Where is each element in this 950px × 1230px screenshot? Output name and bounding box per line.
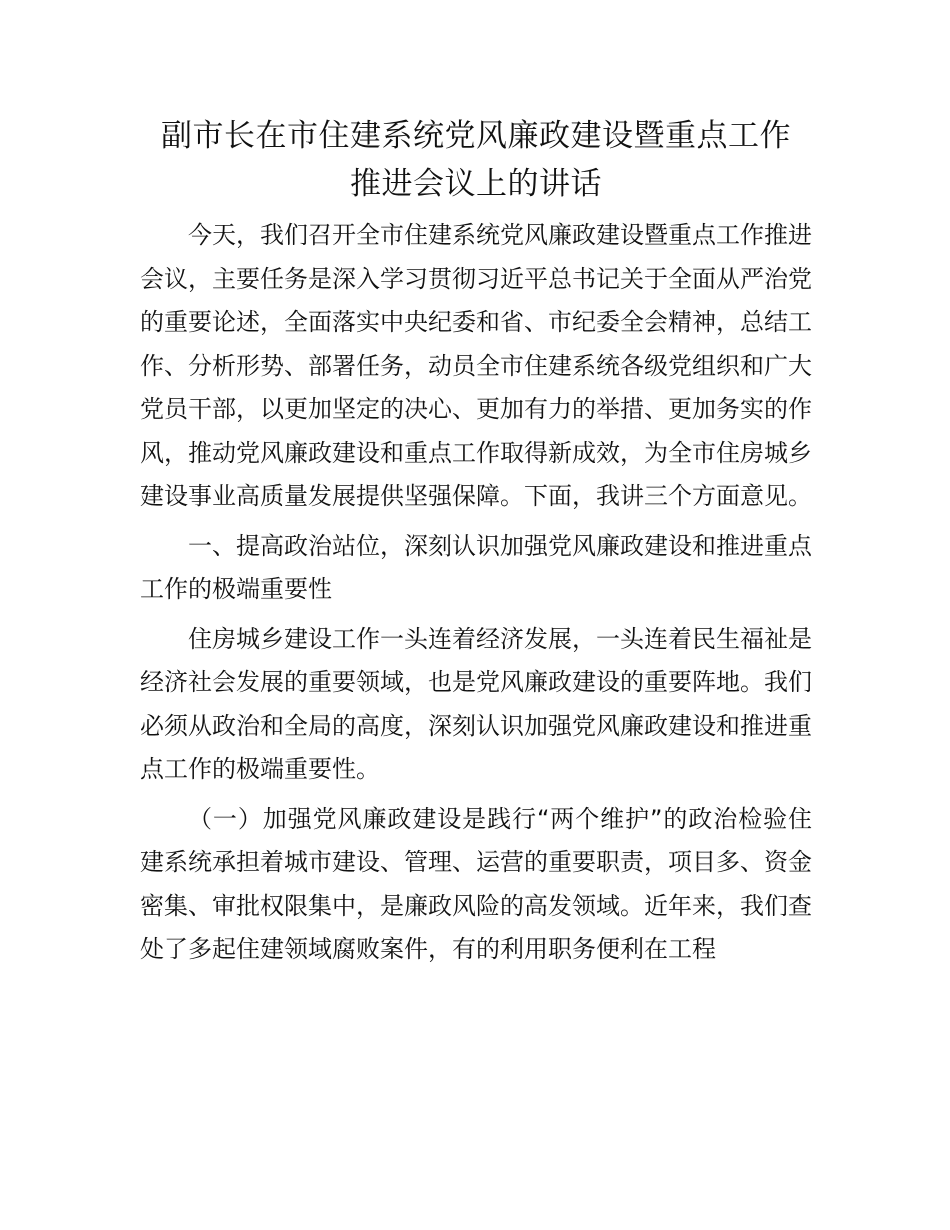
section-heading-1: 一、提高政治站位，深刻认识加强党风廉政建设和推进重点工作的极端重要性 [140, 531, 812, 603]
subsection-paragraph-1: （一）加强党风廉政建设是践行“两个维护”的政治检验住建系统承担着城市建设、管理、运营的重要职责，项目多、资金密集、审批权限集中，是廉政风险的高发领域。近年来，我们查处了多起住建领域腐败案件，有的利用职务便利在工程 [140, 804, 812, 963]
paragraph-intro: 今天，我们召开全市住建系统党风廉政建设暨重点工作推进会议，主要任务是深入学习贯彻习近平总书记关于全面从严治党的重要论述，全面落实中央纪委和省、市纪委全会精神，总结工作、分析形势、部署任务，动员全市住建系统各级党组织和广大党员干部，以更加坚定的决心、更加有力的举措、更加务实的作风，推动党风廉政建设和重点工作取得新成效，为全市住房城乡建设事业高质量发展提供坚强保障。下面，我讲三个方面意见。 [140, 221, 812, 510]
document-title [140, 112, 812, 208]
document-page [140, 112, 812, 978]
paragraph-section-1: 住房城乡建设工作一头连着经济发展，一头连着民生福祉是经济社会发展的重要领域，也是党风廉政建设的重要阵地。我们必须从政治和全局的高度，深刻认识加强党风廉政建设和推进重点工作的极端重要性。 [140, 624, 812, 783]
title-line-2: 推进会议上的讲话 [350, 166, 602, 202]
title-line-1: 副市长在市住建系统党风廉政建设暨重点工作 [161, 118, 791, 154]
